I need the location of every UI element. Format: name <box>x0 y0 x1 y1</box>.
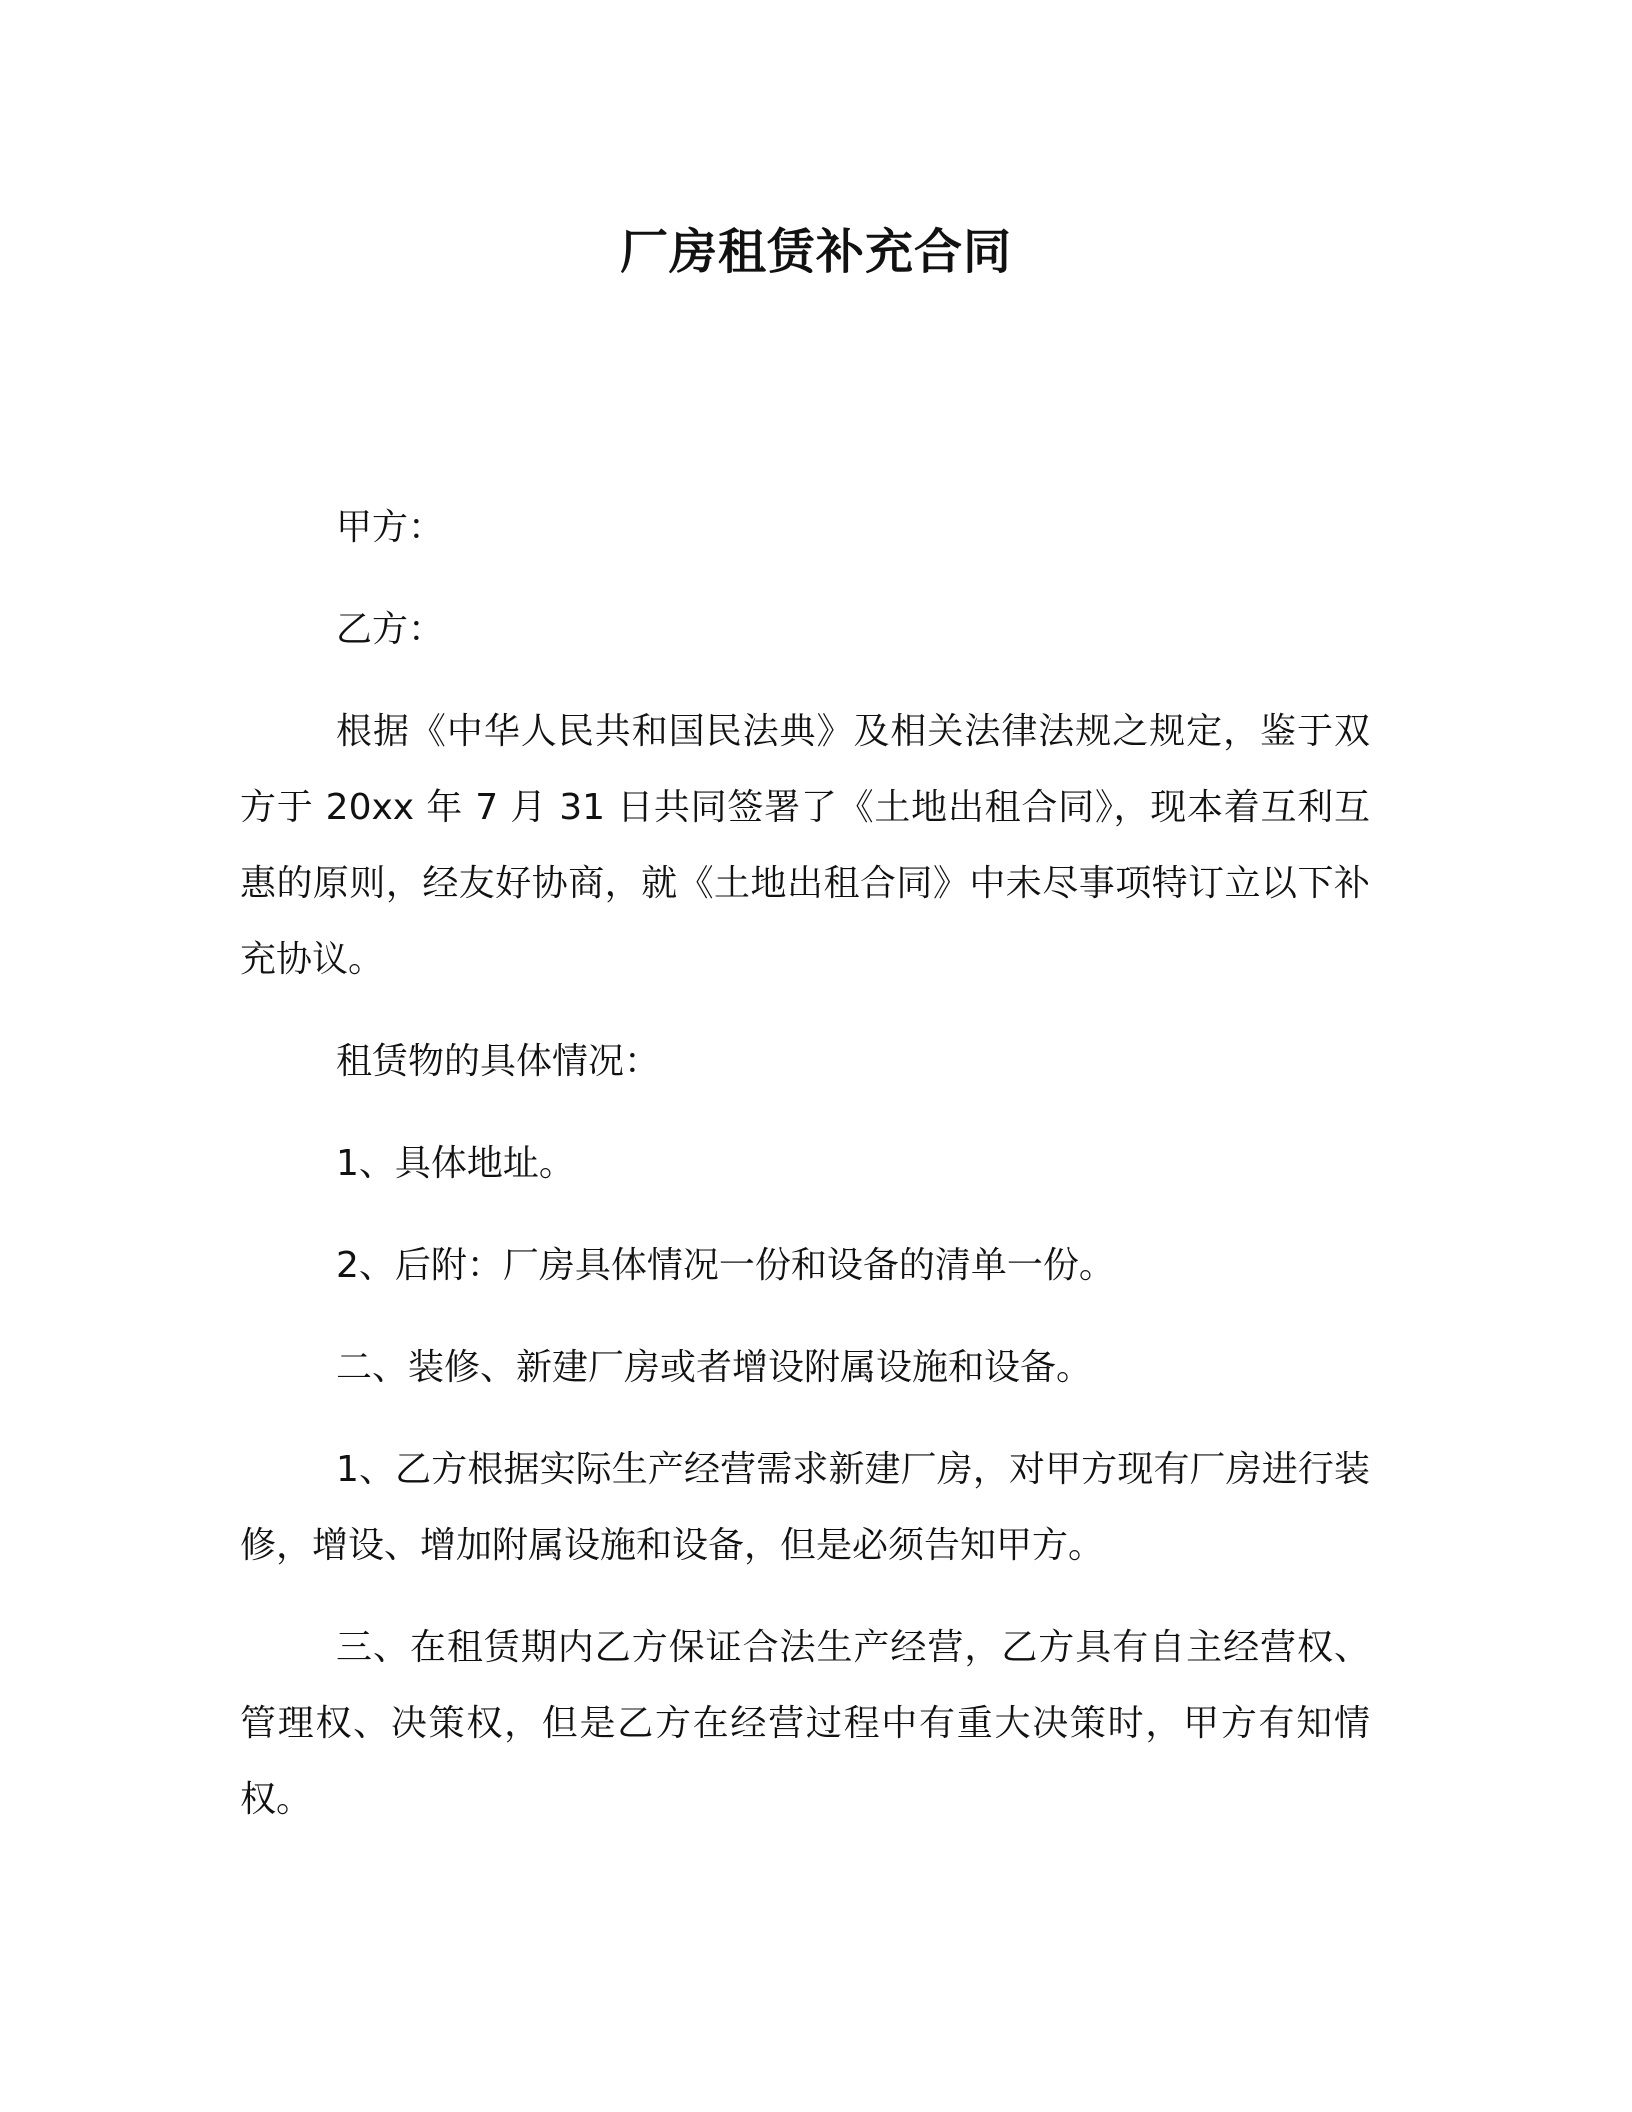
clause-1-1: 1、具体地址。 <box>336 1143 575 1184</box>
preamble-paragraph: 根据《中华人民共和国民法典》及相关法律法规之规定，鉴于双方于 20xx 年 7 月 31 日共同签署了《土地出租合同》，现本着互利互惠的原则，经友好协商，就《土地出租合同》中未尽事项特订立以下补充协议。 <box>240 711 1370 980</box>
leased-property-heading: 租赁物的具体情况： <box>336 1041 661 1082</box>
document-title: 厂房租赁补充合同 <box>619 224 1012 280</box>
section-3-paragraph: 三、在租赁期内乙方保证合法生产经营，乙方具有自主经营权、管理权、决策权，但是乙方在经营过程中有重大决策时，甲方有知情权。 <box>240 1627 1370 1820</box>
section-2-heading: 二、装修、新建厂房或者增设附属设施和设备。 <box>336 1347 1093 1388</box>
clause-2-1: 1、乙方根据实际生产经营需求新建厂房，对甲方现有厂房进行装修，增设、增加附属设施和设备，但是必须告知甲方。 <box>240 1449 1370 1566</box>
party-b-line: 乙方： <box>336 609 445 650</box>
document-body <box>240 490 1370 1864</box>
clause-1-2: 2、后附：厂房具体情况一份和设备的清单一份。 <box>336 1245 1115 1286</box>
party-a-line: 甲方： <box>336 507 445 548</box>
